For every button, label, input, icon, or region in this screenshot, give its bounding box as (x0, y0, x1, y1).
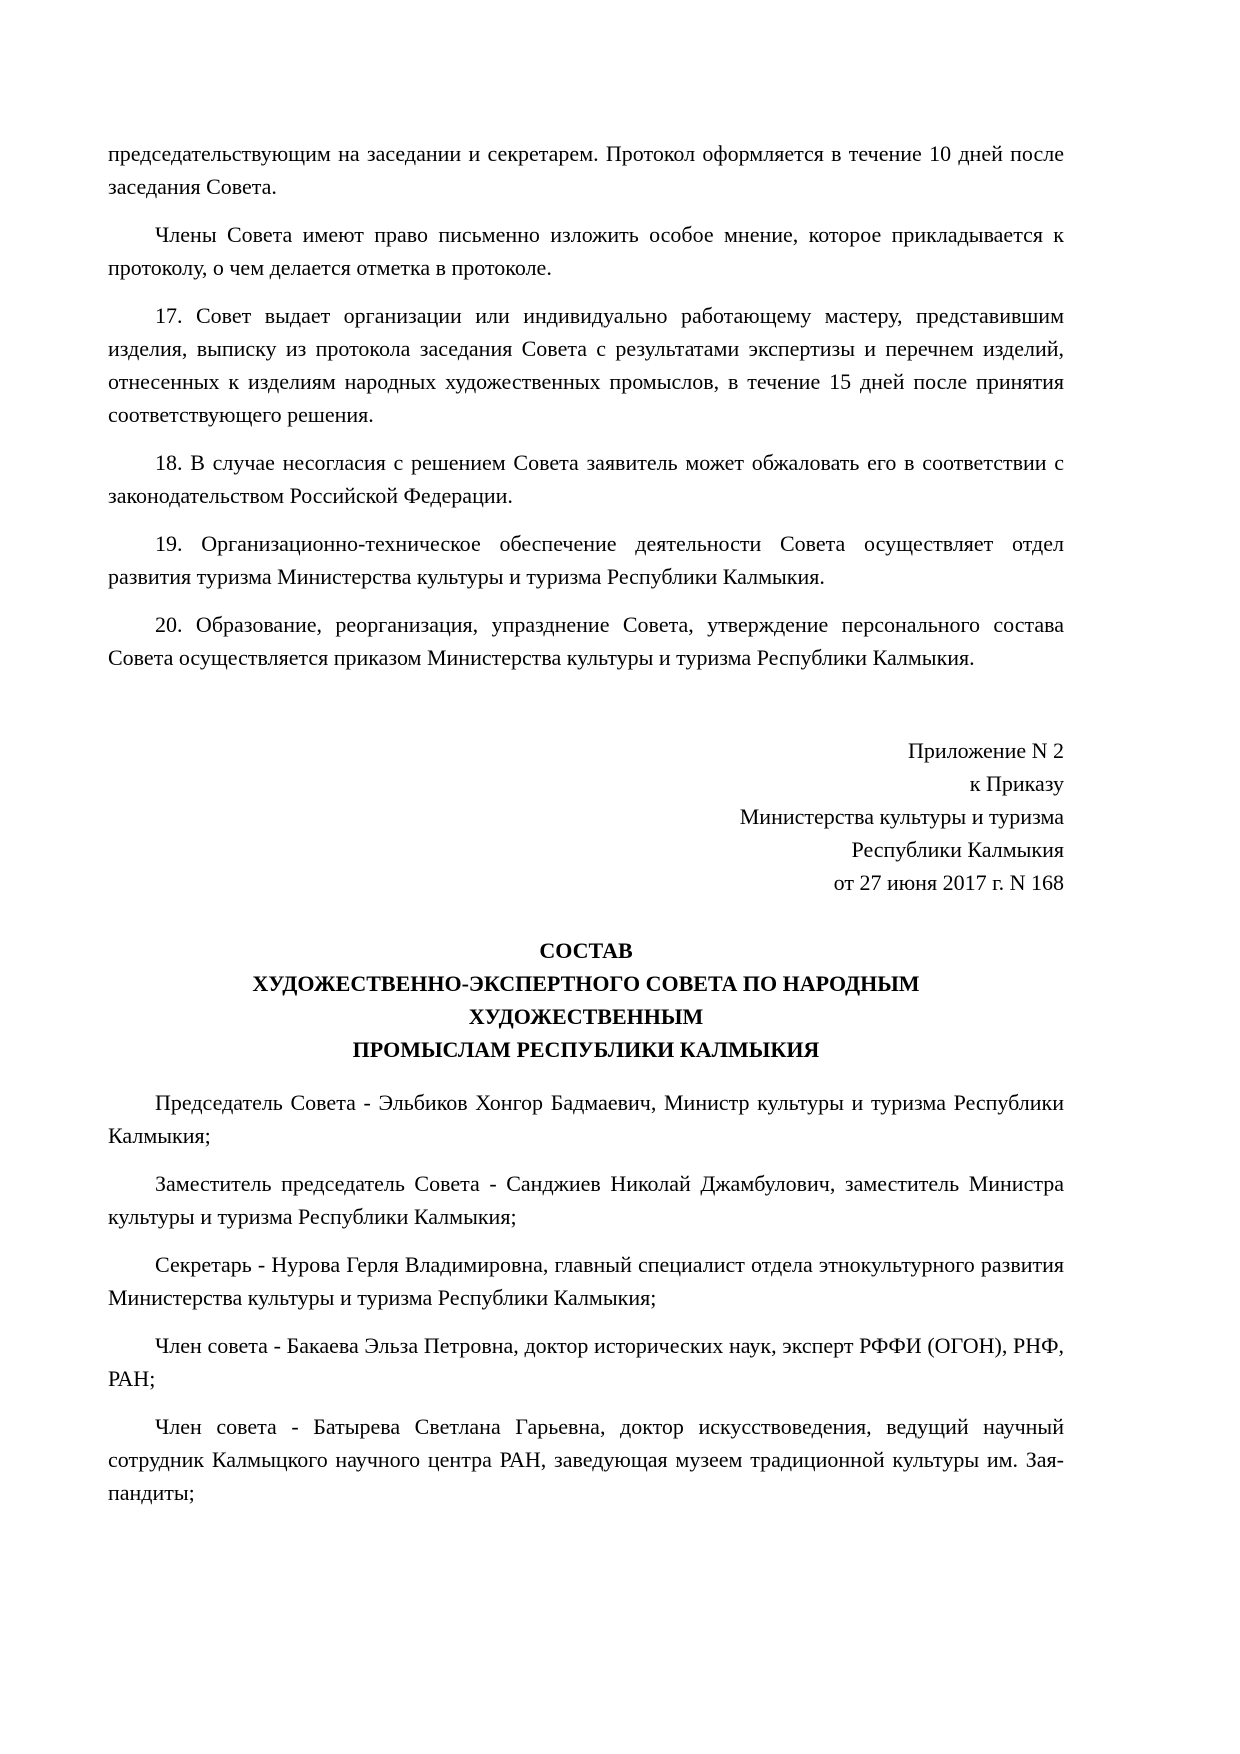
body-paragraph: Члены Совета имеют право письменно изложить особое мнение, которое прикладывается к протоколу, о чем делается отметка в протоколе. (108, 222, 1064, 280)
appendix-block (108, 734, 1064, 899)
title-line: ХУДОЖЕСТВЕННЫМ (468, 1004, 704, 1029)
appendix-line: Министерства культуры и туризма (739, 804, 1064, 829)
member-paragraph: Член совета - Бакаева Эльза Петровна, доктор исторических наук, эксперт РФФИ (ОГОН), РНФ, РАН; (108, 1333, 1064, 1391)
body-text-section (108, 137, 1064, 674)
body-paragraph: 17. Совет выдает организации или индивидуально работающему мастеру, представившим изделия, выписку из протокола заседания Совета с результатами экспертизы и перечнем изделий, отнесенных к изделиям народных художественных промыслов, в течение 15 дней после принятия соответствующего решения. (108, 303, 1064, 427)
title-line: ХУДОЖЕСТВЕННО-ЭКСПЕРТНОГО СОВЕТА ПО НАРОДНЫМ (252, 971, 920, 996)
appendix-line: к Приказу (969, 771, 1064, 796)
body-paragraph: 18. В случае несогласия с решением Совета заявитель может обжаловать его в соответствии с законодательством Российской Федерации. (108, 450, 1064, 508)
body-paragraph: председательствующим на заседании и секретарем. Протокол оформляется в течение 10 дней после заседания Совета. (108, 141, 1064, 199)
member-paragraph: Член совета - Батырева Светлана Гарьевна, доктор искусствоведения, ведущий научный сотрудник Калмыцкого научного центра РАН, заведующая музеем традиционной культуры им. Зая-пандиты; (108, 1414, 1064, 1505)
body-paragraph: 20. Образование, реорганизация, упразднение Совета, утверждение персонального состава Совета осуществляется приказом Министерства культуры и туризма Республики Калмыкия. (108, 612, 1064, 670)
document-title (108, 934, 1064, 1066)
members-section (108, 1086, 1064, 1509)
member-paragraph: Заместитель председатель Совета - Санджиев Николай Джамбулович, заместитель Министра культуры и туризма Республики Калмыкия; (108, 1171, 1064, 1229)
body-paragraph: 19. Организационно-техническое обеспечение деятельности Совета осуществляет отдел развития туризма Министерства культуры и туризма Республики Калмыкия. (108, 531, 1064, 589)
appendix-line: Республики Калмыкия (851, 837, 1064, 862)
member-paragraph: Секретарь - Нурова Герля Владимировна, главный специалист отдела этнокультурного развития Министерства культуры и туризма Республики Калмыкия; (108, 1252, 1064, 1310)
member-paragraph: Председатель Совета - Эльбиков Хонгор Бадмаевич, Министр культуры и туризма Республики Калмыкия; (108, 1090, 1064, 1148)
title-line: СОСТАВ (539, 938, 633, 963)
appendix-line: от 27 июня 2017 г. N 168 (833, 870, 1064, 895)
appendix-line: Приложение N 2 (908, 738, 1064, 763)
title-line: ПРОМЫСЛАМ РЕСПУБЛИКИ КАЛМЫКИЯ (352, 1037, 820, 1062)
